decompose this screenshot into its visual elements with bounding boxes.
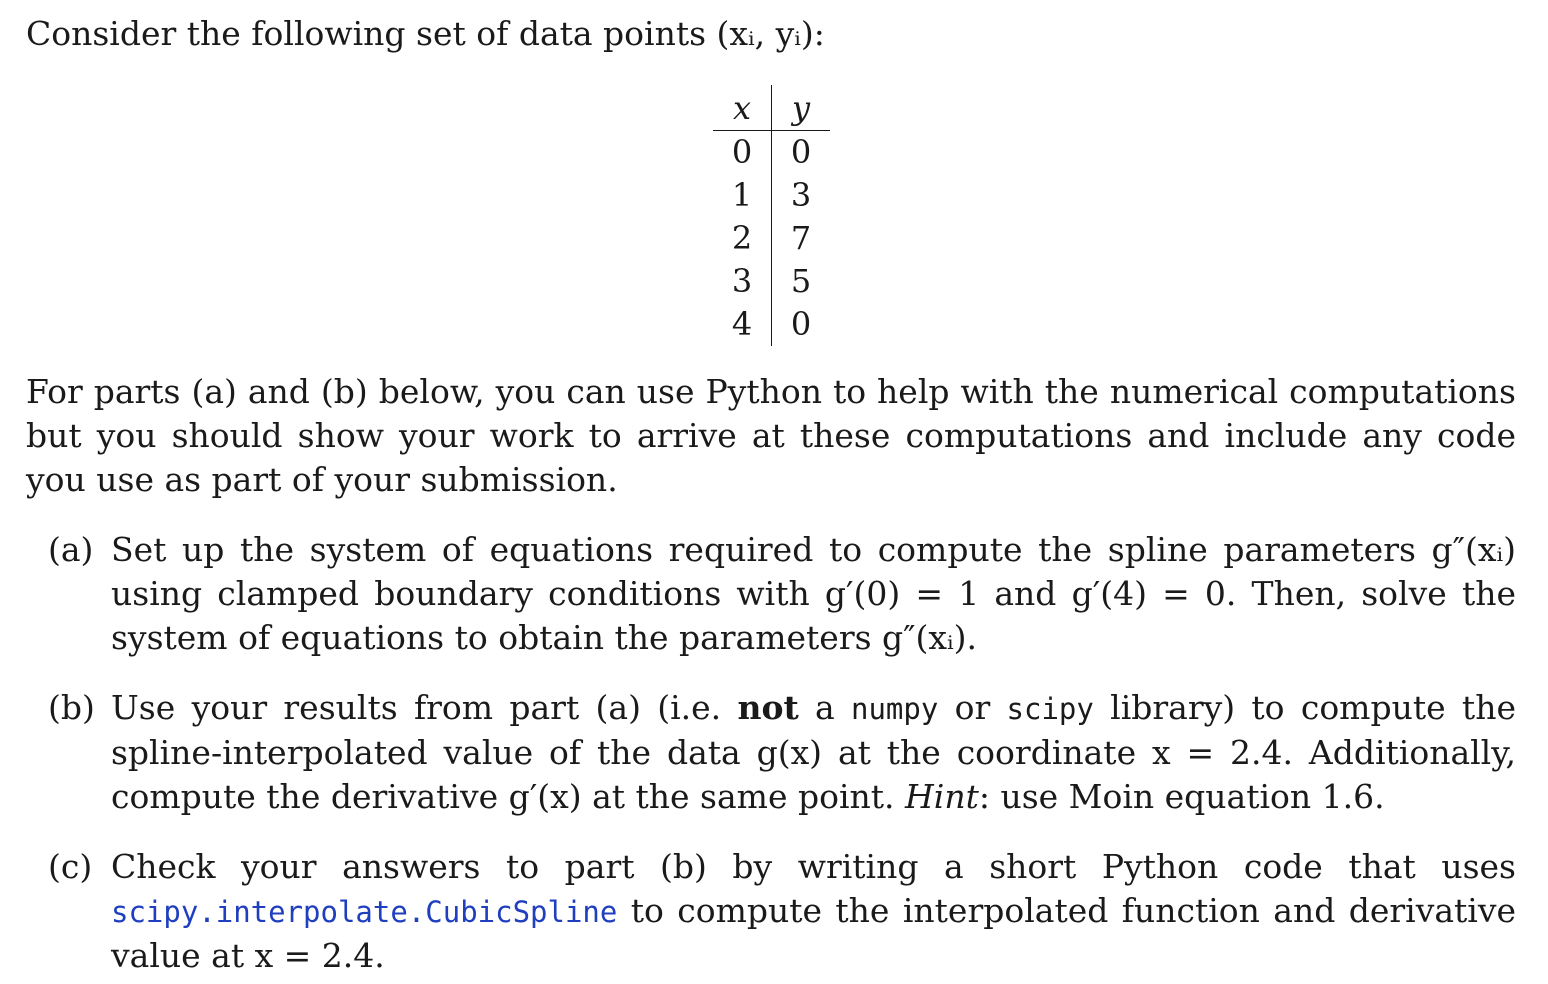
scipy-code: scipy: [1006, 692, 1094, 726]
table-row: [713, 303, 830, 346]
cubicspline-code: scipy.interpolate.CubicSpline: [111, 895, 618, 929]
part-b-text-2: a: [798, 688, 851, 727]
cell-x: 0: [713, 131, 772, 175]
part-b-bold-not: not: [737, 688, 799, 727]
table-row: [713, 260, 830, 303]
cell-x: 1: [713, 174, 772, 217]
header-x: x: [713, 85, 772, 131]
part-b-label: (b): [48, 688, 95, 727]
table-row: [713, 217, 830, 260]
part-b-text-4: library) to compute the spline-interpolated value of the data g(x) at the coordinate x = 2.4. Additionally, compute the derivative g′(x) at the same point.: [111, 688, 1516, 816]
intro-text: Consider the following set of data points (xᵢ, yᵢ):: [26, 14, 825, 53]
hint-label: Hint: [905, 777, 979, 816]
instructions-paragraph: For parts (a) and (b) below, you can use Python to help with the numerical computations but you should show your work to arrive at these computations and include any code you use as part of your submission.: [26, 372, 1516, 499]
part-a: [48, 528, 1516, 660]
cell-y: 0: [790, 133, 812, 171]
cell-x: 2: [713, 217, 772, 260]
table-row: [713, 131, 830, 175]
table-row: [713, 174, 830, 217]
part-b-text: [111, 686, 1516, 819]
header-y: y: [772, 85, 831, 131]
numpy-code: numpy: [850, 692, 939, 726]
cell-y: 7: [790, 219, 812, 257]
part-a-text: Set up the system of equations required to compute the spline parameters g″(xᵢ) using clamped boundary conditions with g′(0) = 1 and g′(4) = 0. Then, solve the system of equations to obtain the parameters g″(xᵢ).: [111, 530, 1516, 657]
cell-y: 3: [790, 176, 812, 214]
part-b-text-1: Use your results from part (a) (i.e.: [111, 688, 738, 727]
part-b-text-3: or: [938, 688, 1007, 727]
part-b: [48, 686, 1516, 819]
part-c-text-2: to compute the interpolated function and derivative value at x = 2.4.: [111, 891, 1516, 975]
table-header-row: [713, 85, 830, 131]
data-points-table: [713, 85, 830, 346]
part-c-text-1: Check your answers to part (b) by writing a short Python code that uses: [111, 847, 1516, 886]
cell-y: 5: [790, 262, 812, 300]
part-c-text: [111, 845, 1516, 978]
part-c: [48, 845, 1516, 978]
part-b-text-5: : use Moin equation 1.6.: [978, 777, 1385, 816]
cell-y: 0: [790, 305, 812, 343]
cell-x: 3: [713, 260, 772, 303]
cell-x: 4: [713, 303, 772, 346]
part-a-label: (a): [48, 530, 94, 569]
part-c-label: (c): [48, 847, 93, 886]
